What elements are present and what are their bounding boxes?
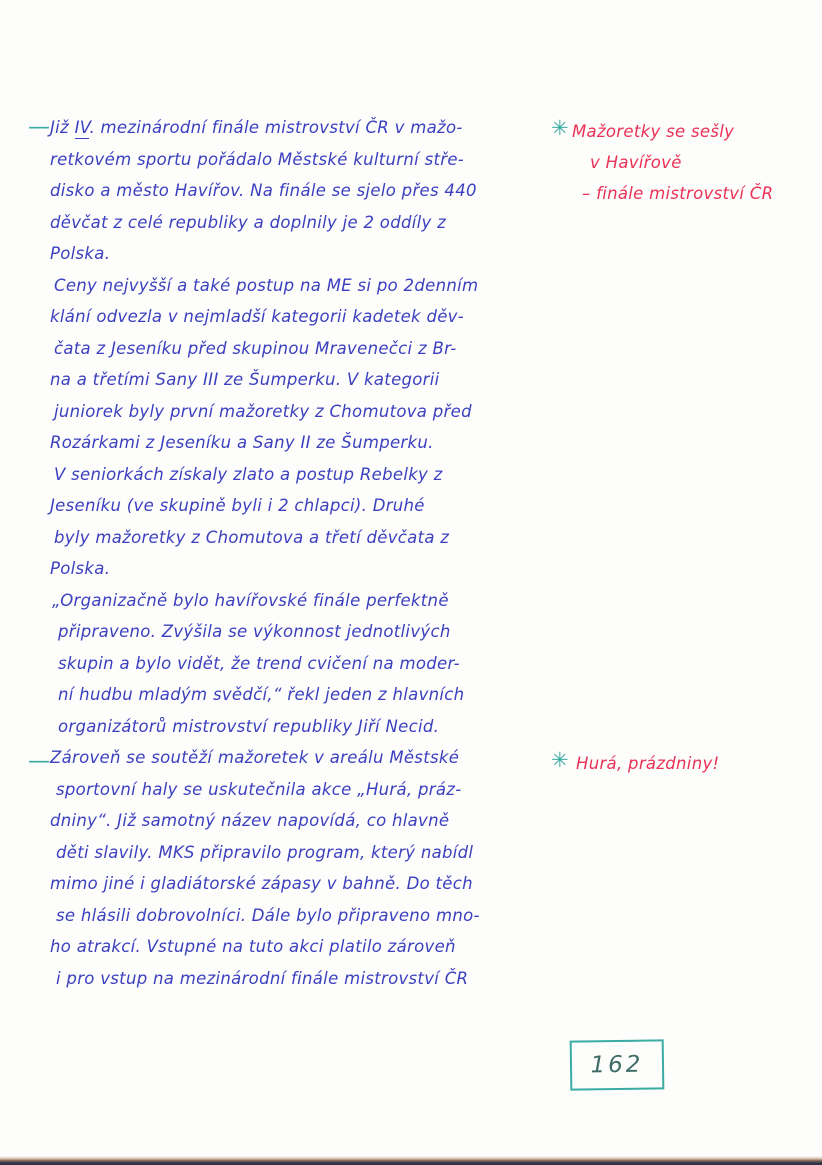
handwritten-line: Polska.	[50, 244, 111, 263]
roman-numeral-underlined: IV	[74, 118, 90, 137]
asterisk-mark-icon: ✳	[551, 116, 569, 140]
handwritten-line: retkovém sportu pořádalo Městské kulturní stře-	[50, 149, 465, 169]
handwritten-line: na a třetími Sany III ze Šumperku. V kategorii	[50, 370, 440, 389]
paragraph-quote	[50, 585, 566, 743]
note-line: Hurá, prázdniny!	[576, 754, 720, 773]
handwritten-line: skupin a bylo vidět, že trend cvičení na moder-	[58, 653, 460, 673]
handwritten-line: Ceny nejvyšší a také postup na ME si po 2denním	[54, 275, 479, 295]
paragraph-results	[50, 270, 566, 585]
page-number: 162	[590, 1051, 644, 1079]
handwritten-line: „Organizačně bylo havířovské finále perfektně	[52, 590, 449, 610]
line1-prefix: Již	[50, 118, 75, 137]
handwritten-line: juniorek byly první mažoretky z Chomutova před	[54, 401, 472, 421]
paragraph-finale-intro	[50, 112, 566, 270]
handwritten-line: ní hudbu mladým svědčí,“ řekl jeden z hlavních	[58, 685, 465, 704]
handwritten-line: děvčat z celé republiky a doplnily je 2 oddíly z	[50, 212, 447, 232]
page-number-box	[570, 1039, 665, 1090]
margin-note-title	[572, 116, 773, 209]
handwritten-line: V seniorkách získaly zlato a postup Rebelky z	[54, 464, 443, 484]
asterisk-mark-icon: ✳	[551, 748, 569, 772]
handwritten-line: se hlásili dobrovolníci. Dále bylo připraveno mno-	[56, 905, 480, 925]
handwritten-line: dniny“. Již samotný název napovídá, co hlavně	[50, 811, 450, 830]
margin-note-holiday	[576, 748, 719, 779]
handwritten-line: připraveno. Zvýšila se výkonnost jednotlivých	[58, 622, 451, 641]
scan-edge	[0, 1156, 822, 1165]
handwritten-body	[50, 112, 566, 994]
handwritten-line	[50, 112, 566, 144]
handwritten-line: klání odvezla v nejmladší kategorii kadetek děv-	[50, 307, 465, 326]
handwritten-line: čata z Jeseníku před skupinou Mravenečci z Br-	[54, 338, 457, 358]
margin-dash-mark: —	[28, 749, 50, 774]
handwritten-line: disko a město Havířov. Na finále se sjelo přes 440	[50, 181, 477, 200]
margin-dash-mark: —	[28, 115, 50, 140]
handwritten-line: i pro vstup na mezinárodní finále mistrovství ČR	[56, 968, 469, 988]
handwritten-line: mimo jiné i gladiátorské zápasy v bahně. Do těch	[50, 874, 473, 893]
handwritten-line: Zároveň se soutěží mažoretek v areálu Městské	[50, 748, 460, 767]
line1-suffix: . mezinárodní finále mistrovství ČR v mažo-	[89, 118, 463, 137]
handwritten-line: sportovní haly se uskutečnila akce „Hurá, práz-	[56, 779, 462, 799]
handwritten-line: organizátorů mistrovství republiky Jiří Necid.	[58, 716, 440, 736]
note-line: – finále mistrovství ČR	[582, 184, 774, 203]
note-line: v Havířově	[590, 153, 682, 172]
handwritten-line: děti slavily. MKS připravilo program, který nabídl	[56, 842, 474, 862]
handwritten-line: Rozárkami z Jeseníku a Sany II ze Šumperku.	[50, 433, 434, 452]
paragraph-holiday-event	[50, 742, 566, 994]
note-line: Mažoretky se sešly	[572, 122, 735, 141]
handwritten-line: byly mažoretky z Chomutova a třetí děvčata z	[54, 527, 450, 547]
handwritten-line: Polska.	[50, 559, 111, 578]
handwritten-line: ho atrakcí. Vstupné na tuto akci platilo zároveň	[50, 937, 456, 956]
handwritten-line: Jeseníku (ve skupině byli i 2 chlapci). Druhé	[50, 496, 425, 515]
